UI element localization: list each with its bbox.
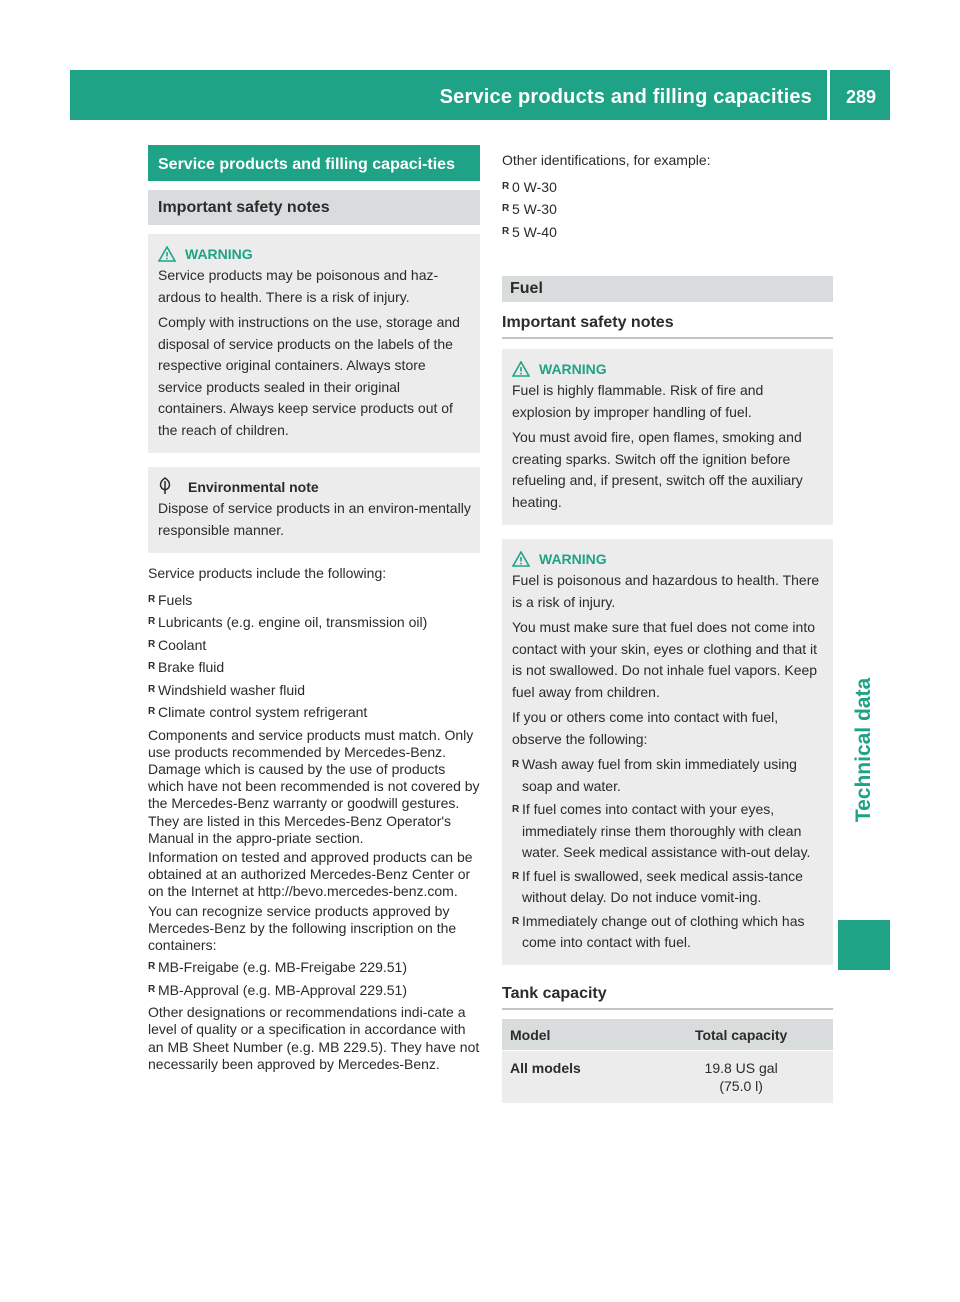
body-text: Other designations or recommendations indi-cate a level of quality or a specification in accordance with an MB Sheet Number (e.g. MB 229.5). They have not necessarily been approved by Mercedes-Benz. (148, 1004, 480, 1072)
list-item: R 0 W-30 (502, 176, 833, 199)
other-identifications-list (502, 176, 833, 244)
fuel-contact-list (512, 754, 824, 954)
warning-box (502, 539, 833, 965)
side-tab (838, 560, 890, 940)
leaf-icon (158, 477, 172, 495)
table-cell-model: All models (502, 1050, 649, 1103)
list-item: R Wash away fuel from skin immediately using soap and water. (512, 754, 824, 797)
section-title: Service products and filling capaci-ties (148, 145, 480, 181)
environmental-note-box (148, 467, 480, 553)
list-item: R MB-Freigabe (e.g. MB-Freigabe 229.51) (148, 956, 480, 979)
list-item: R Windshield washer fluid (148, 679, 480, 702)
list-item: R Immediately change out of clothing which has come into contact with fuel. (512, 911, 824, 954)
body-text: Other identifications, for example: (502, 152, 711, 168)
page-header (70, 70, 890, 120)
list-item: R Coolant (148, 634, 480, 657)
body-paragraphs (148, 1004, 480, 1073)
warning-triangle-icon (512, 551, 530, 567)
list-item: R MB-Approval (e.g. MB-Approval 229.51) (148, 979, 480, 1002)
warning-label: WARNING (539, 551, 607, 567)
header-separator (827, 70, 830, 120)
list-item: R 5 W-40 (502, 221, 833, 244)
warning-heading (158, 243, 471, 265)
side-tab-marker (838, 920, 890, 970)
page-number: 289 (845, 87, 877, 107)
list-item: R If fuel comes into contact with your eyes, immediately rinse them thoroughly with clean water. Seek medical assistance with-out delay. (512, 799, 824, 864)
warning-text: Fuel is highly flammable. Risk of fire and explosion by improper handling of fuel. (512, 382, 764, 420)
warning-text: If you or others come into contact with fuel, observe the following: (512, 709, 779, 747)
table-header-row (502, 1019, 833, 1051)
warning-text: Fuel is poisonous and hazardous to health. There is a risk of injury. (512, 572, 820, 610)
warning-heading (512, 358, 824, 380)
warning-text: You must make sure that fuel does not come into contact with your skin, eyes or clothing and that it is not swallowed. Do not inhale fuel vapors. Keep fuel away from children. (512, 619, 818, 700)
capacity-us: 19.8 US gal (704, 1059, 778, 1076)
capacity-metric: (75.0 l) (719, 1077, 763, 1094)
subsection-title: Important safety notes (148, 190, 480, 225)
table-cell-capacity (649, 1050, 833, 1103)
warning-text: Comply with instructions on the use, storage and disposal of service products on the labels of the respective original containers. Always store service products sealed in their original containers. Always keep service products out of the reach of children. (158, 314, 460, 438)
warning-heading (512, 548, 824, 570)
warning-box (148, 234, 480, 453)
list-item: R Brake fluid (148, 656, 480, 679)
list-item: R 5 W-30 (502, 198, 833, 221)
warning-label: WARNING (539, 361, 607, 377)
environmental-note-heading (158, 476, 471, 498)
list-item: R If fuel is swallowed, seek medical assis-tance without delay. Do not induce vomit-ing. (512, 866, 824, 909)
tank-capacity-table (502, 1019, 833, 1103)
list-item: R Lubricants (e.g. engine oil, transmission oil) (148, 611, 480, 634)
column-header-capacity: Total capacity (649, 1019, 833, 1051)
inscriptions-list (148, 956, 480, 1001)
warning-text: Service products may be poisonous and haz-ardous to health. There is a risk of injury. (158, 267, 439, 305)
body-text: Components and service products must match. Only use products recommended by Mercedes-Benz. Damage which is caused by the use of products which have not been recommended is not covered by the Mercedes-Benz warranty or goodwill gestures. They are listed in this Mercedes-Benz Operator's Manual in the appro-priate section. (148, 726, 480, 846)
products-list (148, 589, 480, 724)
list-item: R Fuels (148, 589, 480, 612)
right-column (502, 150, 833, 1103)
warning-triangle-icon (158, 246, 176, 262)
column-header-model: Model (502, 1019, 649, 1051)
environmental-note-label: Environmental note (188, 479, 319, 495)
list-item: R Climate control system refrigerant (148, 701, 480, 724)
header-title: Service products and filling capacities (439, 86, 812, 108)
left-column (148, 145, 480, 1075)
safety-notes-heading: Important safety notes (502, 302, 833, 339)
table-row (502, 1050, 833, 1103)
body-paragraphs (148, 727, 480, 955)
warning-text: You must avoid fire, open flames, smoking and creating sparks. Switch off the ignition before refueling and, if present, switch off the auxiliary heating. (512, 429, 803, 510)
side-tab-label: Technical data (852, 677, 875, 823)
body-text: You can recognize service products approved by Mercedes-Benz by the following inscription on the containers: (148, 902, 457, 953)
body-text: Information on tested and approved products can be obtained at an authorized Mercedes-Benz Center or on the Internet at http://bevo.mercedes-benz.com. (148, 848, 473, 900)
warning-box (502, 349, 833, 525)
body-text: Service products include the following: (148, 565, 387, 581)
environmental-note-text: Dispose of service products in an environ-mentally responsible manner. (158, 500, 471, 538)
warning-label: WARNING (185, 246, 253, 262)
warning-triangle-icon (512, 361, 530, 377)
tank-capacity-heading: Tank capacity (502, 965, 833, 1010)
fuel-heading: Fuel (502, 276, 833, 302)
